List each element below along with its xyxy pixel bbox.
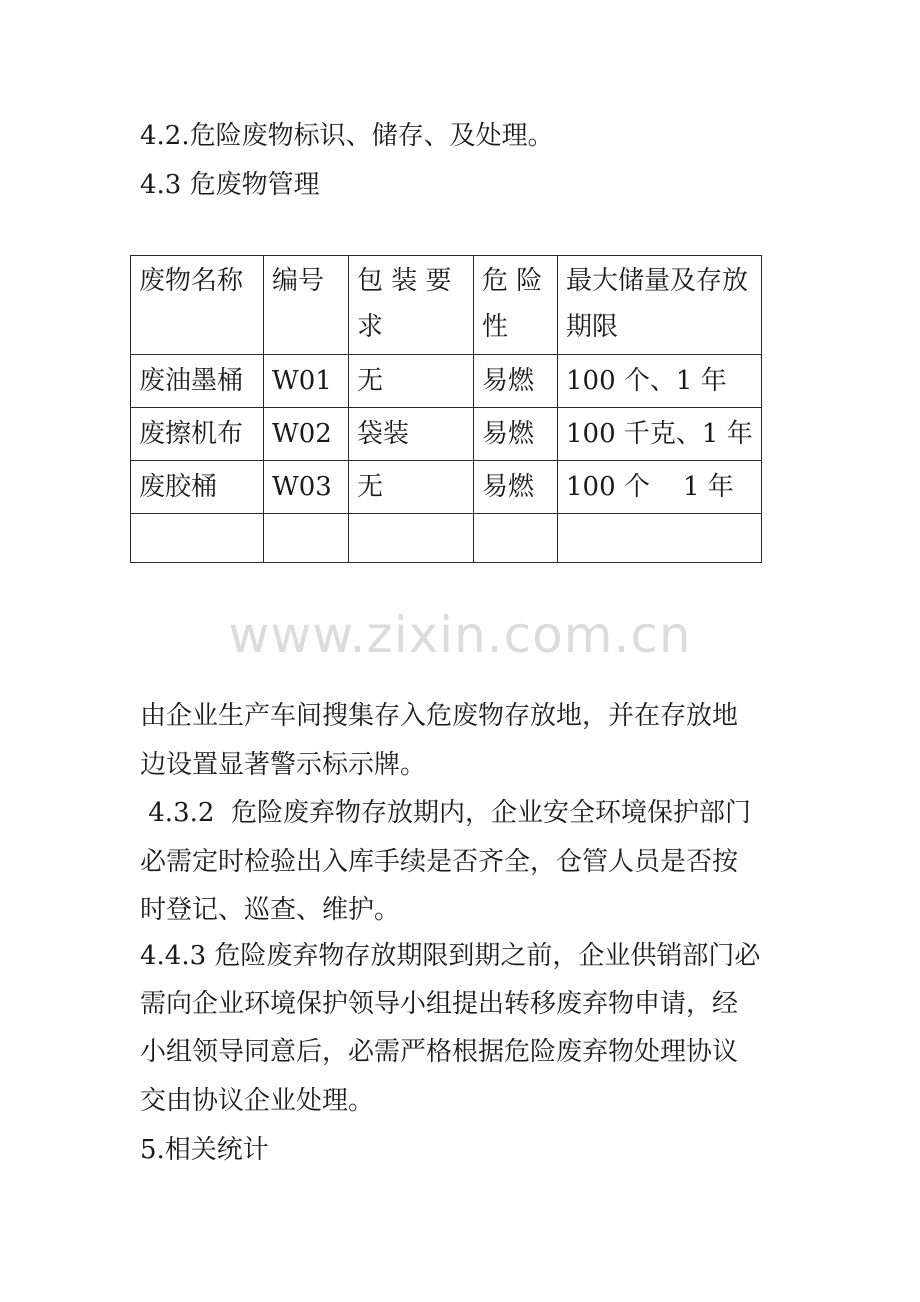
cell-waste-name	[131, 514, 264, 563]
section-heading-4-2: 4.2.危险废物标识、储存、及处理。	[140, 121, 554, 151]
cell-waste-name: 废胶桶	[131, 461, 264, 514]
paragraph-line: 需向企业环境保护领导小组提出转移废弃物申请，经	[140, 989, 739, 1019]
header-max-storage: 最大储量及存放期限	[558, 256, 762, 355]
cell-max-storage: 100 千克、1 年	[558, 408, 762, 461]
cell-hazard: 易燃	[474, 408, 558, 461]
cell-code: W01	[264, 355, 349, 408]
cell-code: W02	[264, 408, 349, 461]
paragraph-line: 4.4.3 危险废弃物存放期限到期之前，企业供销部门必	[140, 941, 761, 971]
header-waste-name: 废物名称	[131, 256, 264, 355]
paragraph-line: 交由协议企业处理。	[140, 1086, 375, 1116]
cell-hazard: 易燃	[474, 355, 558, 408]
header-hazard: 危 险 性	[474, 256, 558, 355]
paragraph-line: 边设置显著警示标示牌。	[140, 750, 427, 780]
table-row	[131, 461, 762, 514]
header-packaging: 包 装 要 求	[349, 256, 474, 355]
cell-code: W03	[264, 461, 349, 514]
section-heading-4-3: 4.3 危废物管理	[140, 170, 320, 200]
cell-max-storage: 100 个 1 年	[558, 461, 762, 514]
watermark: www.zixin.com.cn	[228, 606, 692, 664]
table-row	[131, 355, 762, 408]
paragraph-line: 4.3.2 危险废弃物存放期内，企业安全环境保护部门	[140, 798, 751, 828]
cell-waste-name: 废擦机布	[131, 408, 264, 461]
cell-max-storage	[558, 514, 762, 563]
cell-max-storage: 100 个、1 年	[558, 355, 762, 408]
section-heading-5: 5.相关统计	[140, 1135, 269, 1165]
cell-packaging: 无	[349, 461, 474, 514]
table-header-row	[131, 256, 762, 355]
paragraph-line: 由企业生产车间搜集存入危废物存放地，并在存放地	[140, 701, 739, 731]
table-row-empty	[131, 514, 762, 563]
table-row	[131, 408, 762, 461]
cell-code	[264, 514, 349, 563]
header-code: 编号	[264, 256, 349, 355]
cell-waste-name: 废油墨桶	[131, 355, 264, 408]
cell-hazard	[474, 514, 558, 563]
cell-packaging: 无	[349, 355, 474, 408]
waste-table	[130, 255, 762, 563]
paragraph-line: 时登记、巡查、维护。	[140, 895, 401, 925]
cell-packaging	[349, 514, 474, 563]
cell-packaging: 袋装	[349, 408, 474, 461]
paragraph-line: 必需定时检验出入库手续是否齐全，仓管人员是否按	[140, 847, 739, 877]
cell-hazard: 易燃	[474, 461, 558, 514]
paragraph-line: 小组领导同意后，必需严格根据危险废弃物处理协议	[140, 1037, 739, 1067]
